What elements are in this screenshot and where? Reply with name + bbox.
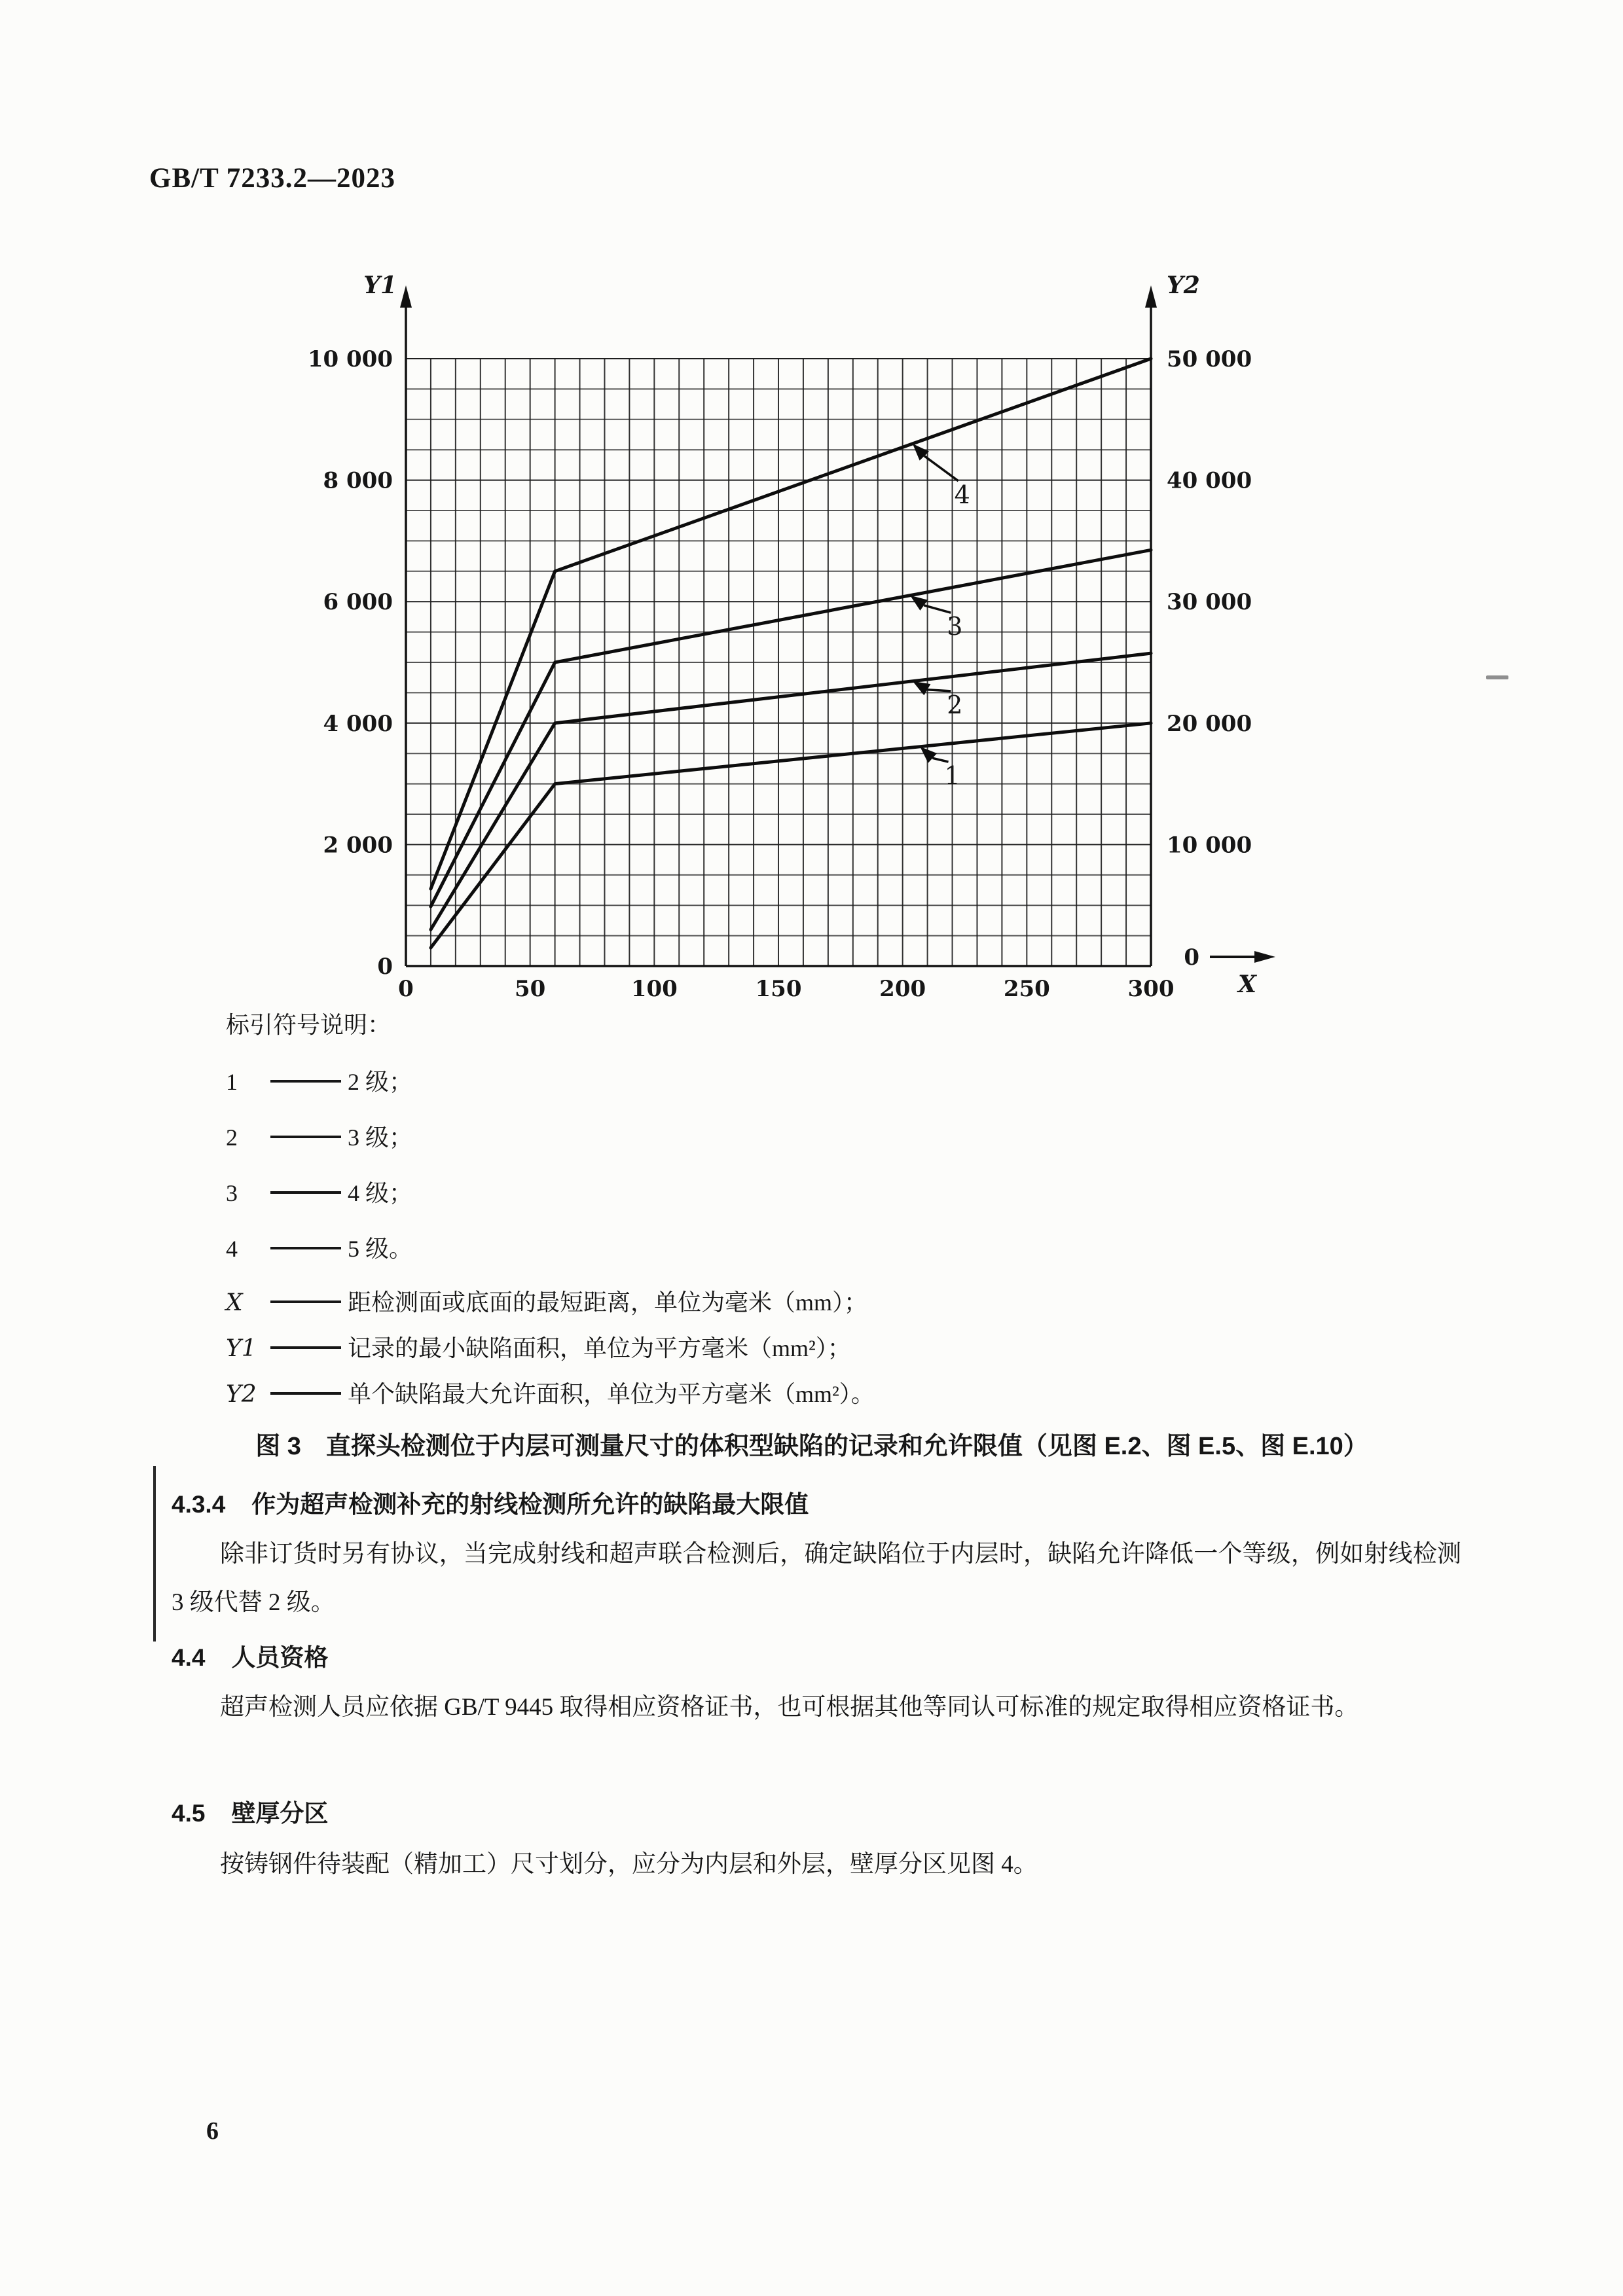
y2-tick-label: 30 000 (1167, 589, 1252, 616)
x-tick-label: 200 (879, 976, 926, 1002)
y1-tick-label: 4 000 (323, 710, 393, 737)
y2-axis-name: Y2 (1167, 272, 1200, 299)
y2-axis-arrowhead (1145, 285, 1157, 308)
legend-intro: 标引符号说明： (226, 1012, 392, 1038)
margin-change-dash (1486, 675, 1508, 679)
legend-symbol: Y1 (226, 1335, 257, 1362)
section-paragraph: 按铸钢件待装配（精加工）尺寸划分，应分为内层和外层，壁厚分区见图 4。 (220, 1851, 1038, 1878)
curve-level-5级 (431, 359, 1151, 889)
y2-tick-label: 10 000 (1167, 832, 1252, 859)
figure-3-chart (229, 249, 1303, 1028)
callout-arrow-line (924, 456, 958, 481)
callout-arrowhead (910, 596, 928, 611)
section-title: 人员资格 (231, 1644, 329, 1671)
legend-dash (270, 1136, 341, 1138)
legend-dash (270, 1191, 341, 1194)
x-tick-label: 300 (1127, 976, 1175, 1002)
curve-number-label: 2 (947, 690, 963, 719)
curve-level-2级 (431, 723, 1151, 948)
y1-tick-label: 8 000 (323, 467, 393, 494)
y2-zero-label: 0 (1184, 944, 1199, 971)
section-number: 4.3.4 (172, 1491, 226, 1518)
section-number: 4.4 (172, 1644, 206, 1671)
section-number: 4.5 (172, 1800, 206, 1827)
legend-symbol: Y2 (226, 1381, 257, 1408)
legend-item-2 (226, 1119, 412, 1153)
legend-description: 距检测面或底面的最短距离，单位为毫米（mm）； (348, 1289, 868, 1316)
legend-description: 3 级； (348, 1124, 413, 1151)
legend-description: 4 级； (348, 1180, 413, 1206)
legend-description: 2 级； (348, 1069, 413, 1095)
y1-tick-label: 0 (377, 954, 393, 980)
section-title: 壁厚分区 (231, 1800, 329, 1827)
section-heading-4.5 (172, 1793, 1461, 1829)
legend-item-Y2 (226, 1376, 875, 1410)
legend-item-Y1 (226, 1330, 851, 1364)
legend-symbol: 2 (226, 1124, 238, 1151)
figure-caption: 图 3 直探头检测位于内层可测量尺寸的体积型缺陷的记录和允许限值（见图 E.2、图 E.5、图 E.10） (255, 1433, 1368, 1460)
curve-level-4级 (431, 550, 1151, 906)
section-heading-4.3.4 (172, 1484, 1461, 1520)
x-tick-label: 50 (515, 976, 546, 1002)
legend-dash (270, 1346, 341, 1349)
legend-item-3 (226, 1175, 412, 1209)
legend-dash (270, 1247, 341, 1249)
y2-tick-label: 50 000 (1167, 346, 1252, 372)
curve-number-label: 4 (954, 480, 970, 509)
y1-tick-label: 6 000 (323, 589, 393, 616)
legend-symbol: X (226, 1289, 243, 1316)
legend-description: 5 级。 (348, 1236, 413, 1262)
y1-axis-arrowhead (400, 285, 412, 308)
x-tick-label: 250 (1003, 976, 1050, 1002)
section-paragraph: 除非订货时另有协议，当完成射线和超声联合检测后，确定缺陷位于内层时，缺陷允许降低一个等级，例如射线检测 3 级代替 2 级。 (172, 1541, 1461, 1616)
y1-tick-label: 10 000 (307, 346, 393, 372)
document-number-header: GB/T 7233.2—2023 (149, 163, 395, 194)
section-heading-4.4 (172, 1638, 1461, 1673)
y2-tick-label: 40 000 (1167, 467, 1252, 494)
x-axis-name: X (1238, 971, 1256, 998)
x-tick-label: 0 (398, 976, 414, 1002)
legend-dash (270, 1392, 341, 1395)
legend-dash (270, 1300, 341, 1303)
curve-number-label: 1 (944, 761, 960, 790)
legend-symbol: 1 (226, 1069, 238, 1095)
curve-number-label: 3 (947, 612, 963, 641)
legend-item-X (226, 1284, 867, 1318)
legend-symbol: 3 (226, 1180, 238, 1206)
section-title: 作为超声检测补充的射线检测所允许的缺陷最大限值 (251, 1491, 809, 1518)
legend-description: 单个缺陷最大允许面积，单位为平方毫米（mm²）。 (348, 1381, 875, 1407)
y2-tick-label: 20 000 (1167, 710, 1252, 737)
legend-dash (270, 1080, 341, 1083)
x-axis-arrowhead (1254, 951, 1275, 963)
x-tick-label: 150 (755, 976, 802, 1002)
legend-description: 记录的最小缺陷面积，单位为平方毫米（mm²）； (348, 1335, 851, 1361)
revision-change-bar (153, 1466, 156, 1641)
section-paragraph: 超声检测人员应依据 GB/T 9445 取得相应资格证书，也可根据其他等同认可标准的规定取得相应资格证书。 (220, 1694, 1359, 1721)
legend-item-1 (226, 1064, 412, 1098)
x-tick-label: 100 (630, 976, 678, 1002)
legend-symbol: 4 (226, 1236, 238, 1262)
callout-arrowhead (920, 747, 937, 763)
y1-axis-name: Y1 (363, 272, 397, 299)
legend-item-4 (226, 1230, 412, 1265)
y1-tick-label: 2 000 (323, 832, 393, 859)
page-number: 6 (206, 2117, 219, 2145)
